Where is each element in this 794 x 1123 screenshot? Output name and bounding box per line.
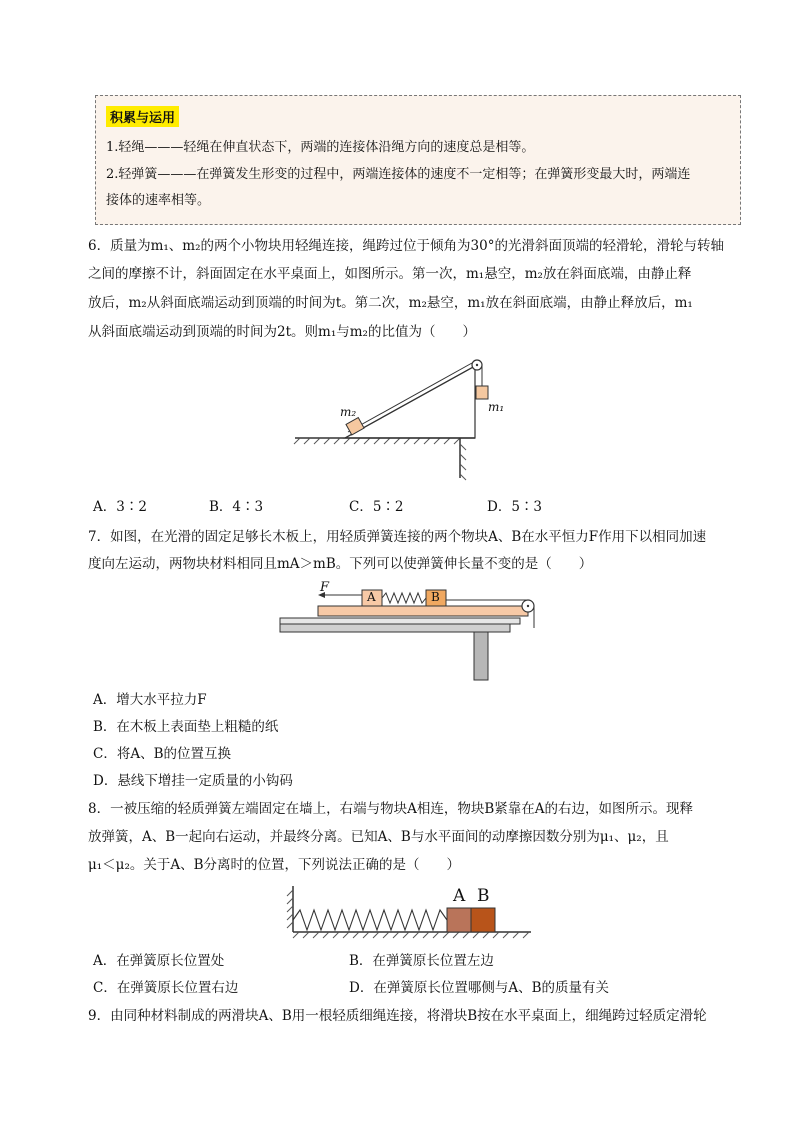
q7-option-b: B．在木板上表面垫上粗糙的纸 bbox=[93, 719, 279, 735]
q6-option-d: D．5∶3 bbox=[487, 499, 543, 515]
q8-fig-B-label: B bbox=[477, 886, 490, 906]
q7-fig-F-label: F bbox=[320, 580, 330, 595]
q8-fig-A-label: A bbox=[453, 886, 466, 906]
q9-line-1: 9．由同种材料制成的两滑块A、B用一根轻质细绳连接，将滑块B按在水平桌面上，细绳跨过轻质定滑轮 bbox=[88, 1008, 707, 1024]
q6-line-4: 从斜面底端运动到顶端的时间为2t。则m₁与m₂的比值为（ ） bbox=[88, 324, 476, 340]
q8-option-d: D．在弹簧原长位置哪侧与A、B的质量有关 bbox=[349, 980, 609, 996]
q6-incline-figure bbox=[290, 352, 510, 482]
q6-line-1: 6．质量为m₁、m₂的两个小物块用轻绳连接，绳跨过位于倾角为30°的光滑斜面顶端的轻滑轮，滑轮与转轴 bbox=[88, 238, 724, 254]
q6-fig-m2-label: m₂ bbox=[340, 405, 357, 419]
tip-title: 积累与运用 bbox=[106, 106, 179, 127]
q7-spring-figure bbox=[278, 580, 540, 682]
q7-fig-B-label: B bbox=[431, 590, 440, 604]
tip-box bbox=[95, 95, 741, 225]
tip-line-3: 接体的速率相等。 bbox=[106, 193, 211, 208]
q7-option-c: C．将A、B的位置互换 bbox=[93, 746, 231, 762]
q6-option-a: A．3∶2 bbox=[93, 499, 147, 515]
q6-option-b: B．4∶3 bbox=[209, 499, 264, 515]
q6-fig-m1-label: m₁ bbox=[488, 400, 505, 414]
tip-line-2: 2.轻弹簧———在弹簧发生形变的过程中，两端连接体的速度不一定相等；在弹簧形变最大时，两端连 bbox=[106, 167, 691, 182]
q8-line-2: 放弹簧，A、B一起向右运动，并最终分离。已知A、B与水平面间的动摩擦因数分别为μ₁、μ₂，且 bbox=[88, 829, 669, 845]
tip-line-1: 1.轻绳———轻绳在伸直状态下，两端的连接体沿绳方向的速度总是相等。 bbox=[106, 140, 535, 155]
q8-option-c: C．在弹簧原长位置右边 bbox=[93, 980, 239, 996]
q7-line-2: 度向左运动，两物块材料相同且mA＞mB。下列可以使弹簧伸长量不变的是（ ） bbox=[88, 556, 593, 572]
q6-line-3: 放后，m₂从斜面底端运动到顶端的时间为t。第二次，m₂悬空，m₁放在斜面底端，由静止释放后，m₁ bbox=[88, 295, 693, 311]
q8-line-3: μ₁＜μ₂。关于A、B分离时的位置，下列说法正确的是（ ） bbox=[88, 857, 461, 873]
q6-line-2: 之间的摩擦不计，斜面固定在水平桌面上，如图所示。第一次，m₁悬空，m₂放在斜面底端，由静止释 bbox=[88, 266, 692, 282]
q7-option-a: A．增大水平拉力F bbox=[93, 692, 207, 708]
q6-option-c: C．5∶2 bbox=[349, 499, 404, 515]
q7-line-1: 7．如图，在光滑的固定足够长木板上，用轻质弹簧连接的两个物块A、B在水平恒力F作用下以相同加速 bbox=[88, 529, 707, 545]
q8-spring-figure bbox=[285, 882, 535, 944]
q7-fig-A-label: A bbox=[367, 590, 376, 604]
q7-option-d: D．悬线下增挂一定质量的小钩码 bbox=[93, 773, 293, 789]
q8-option-b: B．在弹簧原长位置左边 bbox=[349, 953, 494, 969]
q8-option-a: A．在弹簧原长位置处 bbox=[93, 953, 225, 969]
q8-line-1: 8．一被压缩的轻质弹簧左端固定在墙上，右端与物块A相连，物块B紧靠在A的右边，如图所示。现释 bbox=[88, 801, 694, 817]
